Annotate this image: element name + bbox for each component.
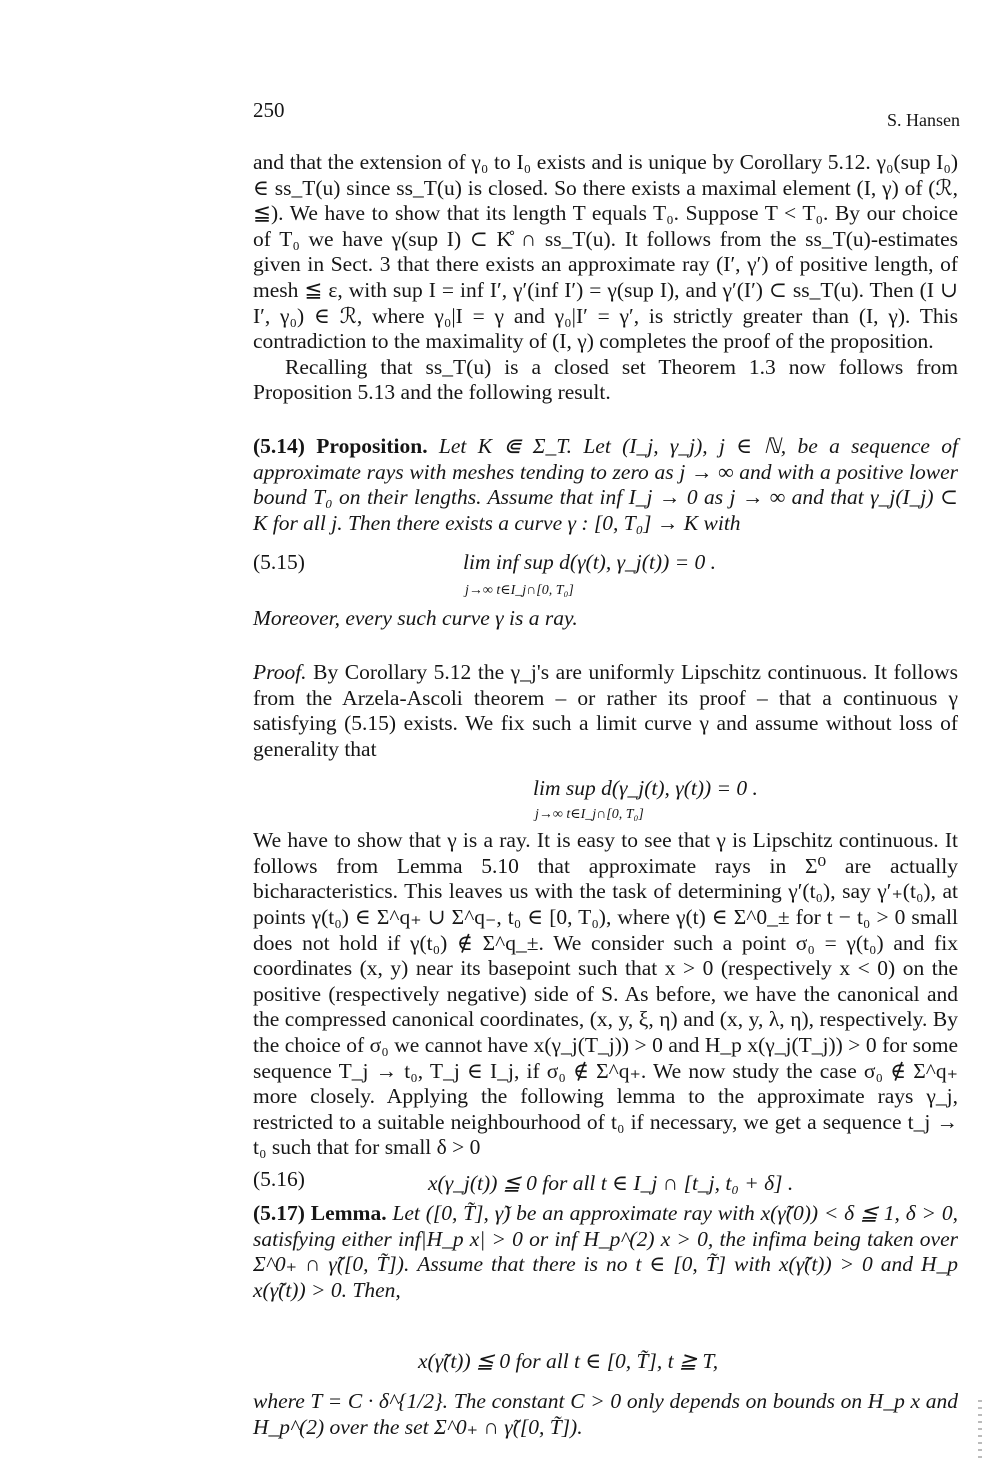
running-header xyxy=(253,98,960,138)
body-text xyxy=(253,150,958,1441)
where-statement: where T = C · δ^{1/2}. The constant C > 0 only depends on bounds on H_p x and H_p^(2) over the set Σ^0₊ ∩ γ̃([0, T̃]). xyxy=(253,1389,958,1439)
paragraph-proof-continuation: and that the extension of γ₀ to I₀ exists and is unique by Corollary 5.12. γ₀(sup I₀) ∈ ss_T(u) since ss_T(u) is closed. So there exists a maximal element (I, γ) of (ℛ, ≦). We have to show that its length T equals T₀. Suppose T < T₀. By our choice of T₀ we have γ(sup I) ⊂ K̊ ∩ ss_T(u). It follows from the ss_T(u)-estimates given in Sect. 3 that there exists an approximate ray (I′, γ′) of positive length, of mesh ≦ ε, with sup I = inf I′, γ′(inf I′) = γ(sup I), and γ′(I′) ⊂ ss_T(u). Then (I ∪ I′, γ₀) ∈ ℛ, where γ₀|I = γ and γ₀|I′ = γ′, is strictly greater than (I, γ). This contradiction to the maximality of (I, γ) completes the proof of the proposition. xyxy=(253,150,958,354)
equation-body: lim sup d(γ_j(t), γ(t)) = 0 . xyxy=(533,776,758,801)
equation-number: (5.16) xyxy=(253,1167,305,1191)
proof-paragraph xyxy=(253,660,958,762)
equation-subscript: j→∞ t∈I_j∩[0, T₀] xyxy=(535,807,644,823)
proposition-text: Let K ⋐ Σ_T. Let (I_j, γ_j), j ∈ ℕ, be a sequence of approximate rays with meshes tending to zero as j → ∞ and with a positive lower bound T₀ on their lengths. Assume that inf I_j → 0 as j → ∞ and that γ_j(I_j) ⊂ K for all j. Then there exists a curve γ : [0, T₀] → K with xyxy=(253,433,959,535)
equation-body: x(γ_j(t)) ≦ 0 for all t ∈ I_j ∩ [t_j, t₀ + δ] . xyxy=(428,1171,794,1195)
paragraph-theorem-note: Recalling that ss_T(u) is a closed set Theorem 1.3 now follows from Proposition 5.13 and the following result. xyxy=(253,354,958,405)
paragraph-ray-analysis: We have to show that γ is a ray. It is easy to see that γ is Lipschitz continuous. It follows from Lemma 5.10 that approximate rays in Σ⁰ are actually bicharacteristics. This leaves us with the task of determining γ′(t₀), say γ′₊(t₀), at points γ(t₀) ∈ Σ^q₊ ∪ Σ^q₋, t₀ ∈ [0, T₀), where γ(t) ∈ Σ^0_± for t − t₀ > 0 small does not hold if γ(t₀) ∉ Σ^q_±. We consider such a point σ₀ = γ(t₀) and fix coordinates (x, y) near its basepoint such that x > 0 (respectively x < 0) on the positive (respectively negative) side of S. As before, we have the canonical and the compressed canonical coordinates, (x, y, ξ, η) and (x, y, λ, η), respectively. By the choice of σ₀ we cannot have x(γ_j(T_j)) > 0 and H_p x(γ_j(T_j)) > 0 for some sequence T_j → t₀, T_j ∈ I_j, if σ₀ ∉ Σ^q₊. We now study the case σ₀ ∉ Σ^q₊ more closely. Applying the following lemma to the approximate rays γ_j, restricted to a suitable neighbourhood of t₀ if necessary, we get a sequence t_j → t₀ such that for small δ > 0 xyxy=(253,828,958,1160)
equation-body: x(γ̃(t)) ≦ 0 for all t ∈ [0, T̃], t ≧ T, xyxy=(418,1349,719,1374)
proof-text: By Corollary 5.12 the γ_j's are uniformly Lipschitz continuous. It follows from the Arzela-Ascoli theorem – or rather its proof – that a continuous γ satisfying (5.15) exists. We fix such a limit curve γ and assume without loss of generality that xyxy=(253,659,958,761)
proposition-5-14 xyxy=(253,434,958,536)
lemma-5-17 xyxy=(253,1201,958,1303)
proof-label: Proof. xyxy=(253,659,307,684)
scan-edge-marks xyxy=(978,1400,982,1460)
equation-5-16 xyxy=(253,1167,958,1201)
equation-body: lim inf sup d(γ(t), γ_j(t)) = 0 . xyxy=(463,550,716,575)
equation-lemma-conclusion xyxy=(253,1349,958,1389)
equation-subscript: j→∞ t∈I_j∩[0, T₀] xyxy=(465,583,574,599)
lemma-label: (5.17) Lemma. xyxy=(253,1201,387,1225)
equation-number: (5.15) xyxy=(253,550,305,575)
equation-limit xyxy=(253,772,958,828)
lemma-text: Let ([0, T̃], γ̃) be an approximate ray with x(γ̃(0)) < δ ≦ 1, δ > 0, satisfying either inf|H_p x| > 0 or inf H_p^(2) x > 0, the infima being taken over Σ^0₊ ∩ γ̃([0, T̃]). Assume that there is no t ∈ [0, T̃] with x(γ̃(t)) > 0 and H_p x(γ̃(t)) > 0. Then, xyxy=(253,1201,959,1302)
equation-5-15 xyxy=(253,546,958,606)
running-author: S. Hansen xyxy=(887,110,960,130)
proposition-label: (5.14) Proposition. xyxy=(253,433,428,458)
moreover-statement: Moreover, every such curve γ is a ray. xyxy=(253,606,578,631)
page-number: 250 xyxy=(253,98,285,122)
